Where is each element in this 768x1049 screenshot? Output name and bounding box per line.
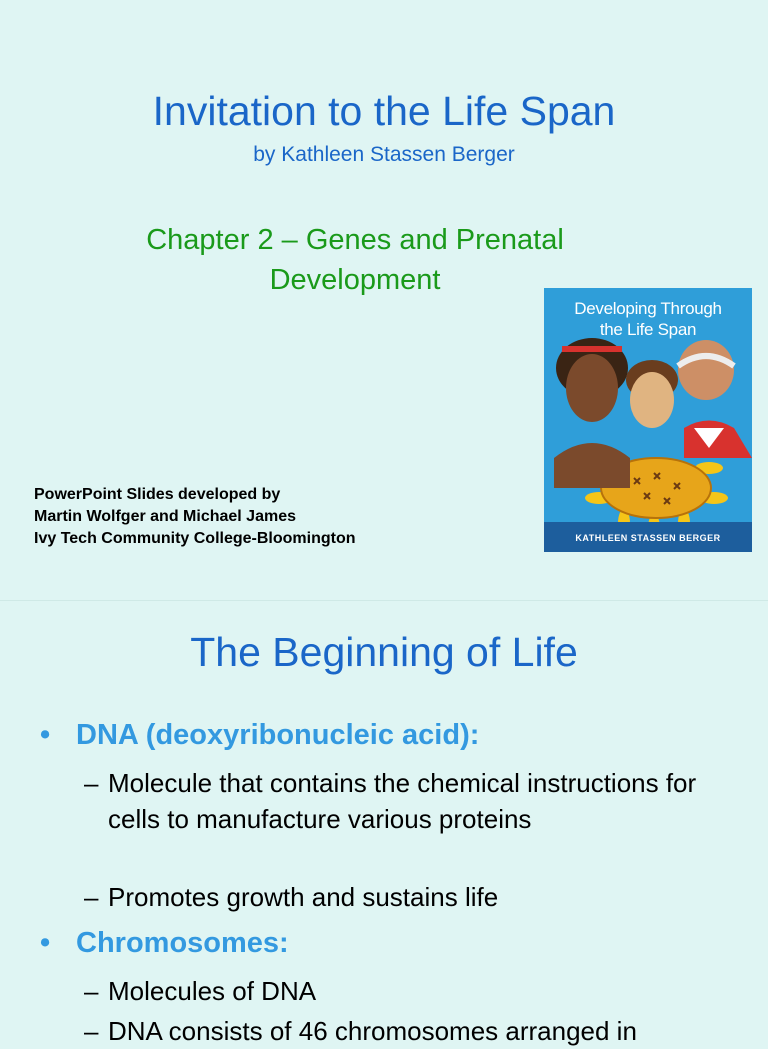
bullet-text: Chromosomes: xyxy=(76,927,289,959)
dash-icon: – xyxy=(84,1016,99,1046)
bullet-item xyxy=(40,927,289,960)
book-cover-image xyxy=(544,288,752,552)
cover-title-line: Developing Through xyxy=(574,299,722,318)
cover-title-line: the Life Span xyxy=(599,320,697,339)
sub-bullet-item xyxy=(84,973,724,1009)
dash-icon: – xyxy=(84,882,99,912)
cover-title xyxy=(544,298,752,340)
sub-bullet-text: Promotes growth and sustains life xyxy=(108,882,499,912)
slide-2 xyxy=(0,600,768,1046)
sub-bullet-item xyxy=(84,765,724,837)
chapter-heading: Chapter 2 – Genes and Prenatal Development xyxy=(146,224,564,296)
bullet-icon: • xyxy=(40,719,51,751)
sub-bullet-text: DNA consists of 46 chromosomes arranged in xyxy=(108,1016,637,1046)
credits-line: Ivy Tech Community College-Bloomington xyxy=(34,530,356,547)
sub-bullet-text: Molecules of DNA xyxy=(108,976,317,1006)
sub-bullet-text: Molecule that contains the chemical instructions for cells to manufacture various proteins xyxy=(108,768,697,834)
cover-author: KATHLEEN STASSEN BERGER xyxy=(575,533,721,543)
sub-bullet-item xyxy=(84,1013,764,1049)
slide-author: by Kathleen Stassen Berger xyxy=(253,143,515,166)
bullet-icon: • xyxy=(40,927,51,959)
sub-bullet-item xyxy=(84,879,724,915)
slide-title: Invitation to the Life Span xyxy=(152,88,616,134)
bullet-item xyxy=(40,719,479,752)
credits xyxy=(34,484,356,550)
slide-title: The Beginning of Life xyxy=(190,629,578,675)
credits-line: Martin Wolfger and Michael James xyxy=(34,508,296,525)
dash-icon: – xyxy=(84,768,99,798)
bullet-text: DNA (deoxyribonucleic acid): xyxy=(76,719,480,751)
credits-line: PowerPoint Slides developed by xyxy=(34,486,281,503)
dash-icon: – xyxy=(84,976,99,1006)
